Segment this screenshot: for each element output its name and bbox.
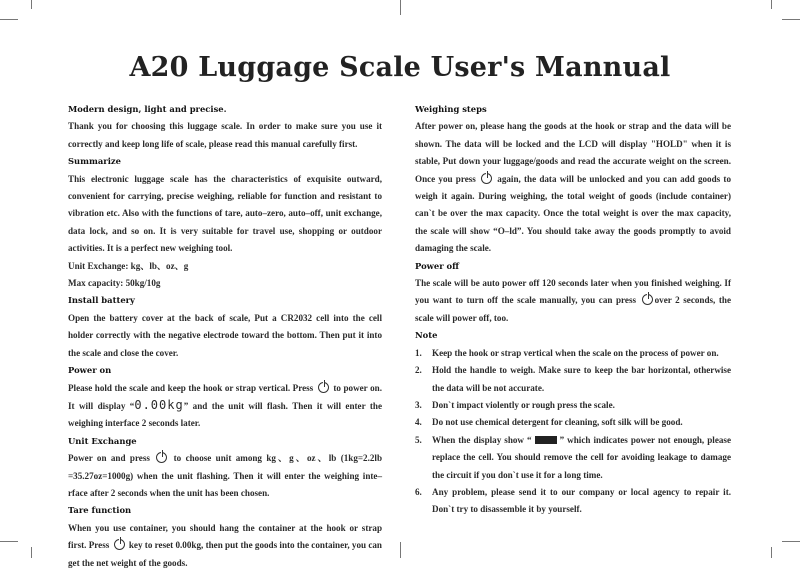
low-battery-icon [535, 436, 557, 444]
list-item [415, 432, 731, 484]
crop-mark-bottom-center [400, 542, 401, 558]
power-icon [318, 382, 329, 393]
page-title: A20 Luggage Scale User's Mannual [129, 52, 671, 83]
crop-mark-bottom-left-v [31, 547, 32, 558]
crop-mark-top-right-h [782, 19, 800, 20]
list-item-text: Any problem, please send it to our company or local agency to repair it. Don`t try to disassemble it by yourself. [432, 486, 731, 515]
list-item [415, 345, 731, 362]
power-icon [642, 294, 653, 305]
heading-summarize: Summarize [68, 156, 121, 167]
left-column [68, 101, 382, 572]
weighing-steps-text-2: again, the data will be unlocked and you can add goods to weigh it again. During weighing, the total weight of goods (include container) can`t be over the max capacity. Once the total weight is over the max capacity, the scale will show “O–ld”. You should take away the goods promptly to avoid damaging the scale. [415, 173, 731, 254]
list-item-text-1: When the display show “ [432, 434, 532, 445]
power-icon [114, 539, 125, 550]
paragraph-unit-list: Unit Exchange: kg、lb、oz、g [68, 260, 189, 271]
paragraph-thanks: Thank you for choosing this luggage scale. In order to make sure you use it correctly and keep long life of scale, please read this manual carefully first. [68, 121, 382, 149]
heading-install-battery: Install battery [68, 295, 135, 306]
paragraph-max-capacity: Max capacity: 50kg/10g [68, 278, 161, 289]
list-item-text: Don`t impact violently or rough press the scale. [432, 399, 615, 410]
right-column [415, 101, 731, 519]
paragraph-summarize: This electronic luggage scale has the characteristics of exquisite outward, convenient for carrying, precise weighing, reliable for function and resistant to vibration etc. Also with the functions of tare, auto–zero, auto–off, unit exchange, data lock, and so on. It is very suitable for travel use, shopping or outdoor activities. It is a perfect new weighing tool. [68, 173, 382, 254]
list-item-text: Hold the handle to weigh. Make sure to keep the bar horizontal, otherwise the data will be not accurate. [432, 365, 731, 393]
crop-mark-bottom-left-h [0, 541, 18, 542]
power-on-text-2: to power on. It will display “ [68, 382, 382, 411]
power-icon [156, 452, 167, 463]
crop-mark-top-center [400, 0, 401, 15]
unit-exchange-text-1: Power on and press [68, 453, 150, 464]
paragraph-weighing-steps [415, 118, 731, 257]
list-item-number: 5. [415, 434, 422, 445]
lcd-display-reading: 0.00kg [134, 397, 184, 412]
note-list [415, 345, 731, 519]
paragraph-install-battery: Open the battery cover at the back of scale, Put a CR2032 cell into the cell holder correctly with the negative electrode toward the bottom. Then put it into the scale and close the cover. [68, 312, 382, 358]
list-item-number: 1. [415, 347, 422, 358]
list-item [415, 414, 731, 431]
paragraph-power-on [68, 380, 382, 433]
heading-power-on: Power on [68, 365, 112, 376]
list-item-text: Keep the hook or strap vertical when the scale on the process of power on. [432, 347, 719, 358]
crop-mark-top-left-h [0, 19, 18, 20]
list-item-text-2: ” which indicates power not enough, please replace the cell. You should remove the cell for avoiding leakage to damage the circuit if you don`t use it for a long time. [432, 434, 731, 480]
paragraph-unit-exchange [68, 450, 382, 502]
power-icon [481, 173, 492, 184]
list-item [415, 397, 731, 414]
paragraph-tare-function [68, 520, 382, 572]
heading-note: Note [415, 330, 438, 341]
unit-exchange-text-2: to choose unit among kg、g、oz、lb (1kg=2.2lb =35.27oz=1000g) when the unit flashing. Then it will enter the weighing inte–rface after 2 seconds when the unit has been chosen. [68, 453, 383, 498]
heading-tare-function: Tare function [68, 505, 132, 516]
list-item-number: 2. [415, 365, 422, 376]
list-item-number: 4. [415, 417, 422, 428]
crop-mark-bottom-right-v [771, 547, 772, 558]
crop-mark-top-left-v [31, 0, 32, 9]
list-item-number: 6. [415, 486, 422, 497]
power-off-text-2: over 2 seconds, the scale will power off, too. [415, 295, 732, 323]
crop-mark-top-right-v [771, 0, 772, 9]
power-on-text-1: Please hold the scale and keep the hook or strap vertical. Press [68, 382, 314, 393]
weighing-steps-text-1: After power on, please hang the goods at the hook or strap and the data will be shown. The data will be locked and the LCD will display "HOLD" when it is stable, Put down your luggage/goods and read the accurate weight on the screen. Once you press [415, 121, 731, 184]
power-off-text-1: The scale will be auto power off 120 seconds later when you finished weighing. If you want to turn off the scale manually, you can press [415, 278, 731, 306]
list-item-number: 3. [415, 399, 422, 410]
tare-text-1: When you use container, you should hang the container at the hook or strap first. Press [68, 522, 382, 551]
list-item [415, 362, 731, 397]
paragraph-power-off [415, 275, 731, 327]
heading-modern-design: Modern design, light and precise. [68, 104, 227, 114]
crop-mark-bottom-right-h [782, 541, 800, 542]
heading-unit-exchange: Unit Exchange [68, 435, 137, 446]
heading-weighing-steps: Weighing steps [415, 104, 487, 114]
list-item [415, 484, 731, 519]
heading-power-off: Power off [415, 260, 459, 271]
list-item-text: Do not use chemical detergent for cleaning, soft silk will be good. [432, 417, 683, 428]
tare-text-2: key to reset 0.00kg, then put the goods into the container, you can get the net weight of the goods. [68, 540, 382, 568]
power-on-text-3: ” and the unit will flash. Then it will enter the weighing interface 2 seconds later. [68, 400, 382, 429]
